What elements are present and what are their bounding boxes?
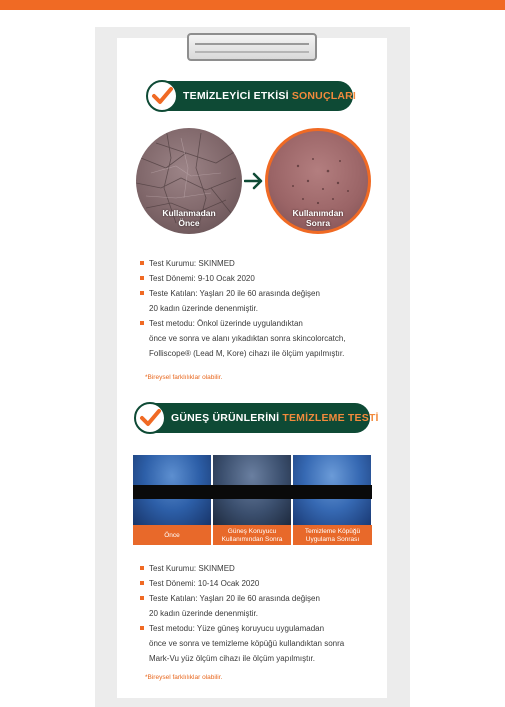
eye-censor-bar — [133, 485, 372, 499]
photo-caption: Temizleme Köpüğü Uygulama Sonrası — [293, 525, 372, 545]
bullet-continuation: Mark-Vu yüz ölçüm cihazı ile ölçüm yapılmıştır. — [149, 654, 315, 663]
bullet-square-icon — [140, 596, 144, 600]
before-label-line1: Kullanmadan — [162, 208, 216, 218]
bullet-item: Test Dönemi: 10-14 Ocak 2020 — [140, 576, 259, 591]
bullet-square-icon — [140, 321, 144, 325]
bullet-item: Test Kurumu: SKINMED — [140, 561, 235, 576]
bullet-square-icon — [140, 291, 144, 295]
bullet-item: Test metodu: Yüze güneş koruyucu uygulamadan — [140, 621, 324, 636]
bullet-continuation: 20 kadın üzerinde denenmiştir. — [149, 304, 258, 313]
section-title-sun-cleansing-test — [135, 403, 379, 433]
bullet-item: Test Kurumu: SKINMED — [140, 256, 235, 271]
after-label-line2: Sonra — [305, 218, 331, 228]
after-label-line1: Kullanımdan — [292, 208, 344, 218]
bullet-continuation: önce ve sonra ve temizleme köpüğü kullandıktan sonra — [149, 639, 345, 648]
checkmark-icon — [146, 80, 178, 112]
bullet-continuation: Folliscope® (Lead M, Kore) cihazı ile ölçüm yapılmıştır. — [149, 349, 345, 358]
bullet-item: Teste Katılan: Yaşları 20 ile 60 arasında değişen — [140, 591, 320, 606]
bullet-square-icon — [140, 276, 144, 280]
clipboard-clip — [187, 33, 317, 61]
after-skin-image — [265, 128, 371, 234]
bullet-item: Teste Katılan: Yaşları 20 ile 60 arasında değişen — [140, 286, 320, 301]
section-title-main: GÜNEŞ ÜRÜNLERİNİ — [171, 412, 280, 424]
before-label-line2: Önce — [178, 218, 200, 228]
bullet-square-icon — [140, 581, 144, 585]
section-title-highlight: SONUÇLARI — [291, 90, 357, 102]
before-skin-image — [136, 128, 242, 234]
bullet-square-icon — [140, 566, 144, 570]
top-accent-bar — [0, 0, 505, 10]
section-title-cleanser-results — [147, 81, 357, 111]
disclaimer-note: *Bireysel farklılıklar olabilir. — [145, 674, 223, 681]
bullet-continuation: önce ve sonra ve alanı yıkadıktan sonra skincolorcatch, — [149, 334, 346, 343]
photo-caption: Önce — [133, 525, 211, 545]
bullet-square-icon — [140, 626, 144, 630]
bullet-continuation: 20 kadın üzerinde denenmiştir. — [149, 609, 258, 618]
bullet-square-icon — [140, 261, 144, 265]
photo-caption: Güneş Koruyucu Kullanımından Sonra — [213, 525, 291, 545]
section-title-main: TEMİZLEYİCİ ETKİSİ — [183, 90, 289, 102]
bullet-item: Test Dönemi: 9-10 Ocak 2020 — [140, 271, 255, 286]
section-title-highlight: TEMİZLEME TESTİ — [282, 412, 379, 424]
bullet-item: Test metodu: Önkol üzerinde uygulandıktan — [140, 316, 303, 331]
checkmark-icon — [134, 402, 166, 434]
disclaimer-note: *Bireysel farklılıklar olabilir. — [145, 374, 223, 381]
arrow-right-icon — [244, 172, 264, 190]
